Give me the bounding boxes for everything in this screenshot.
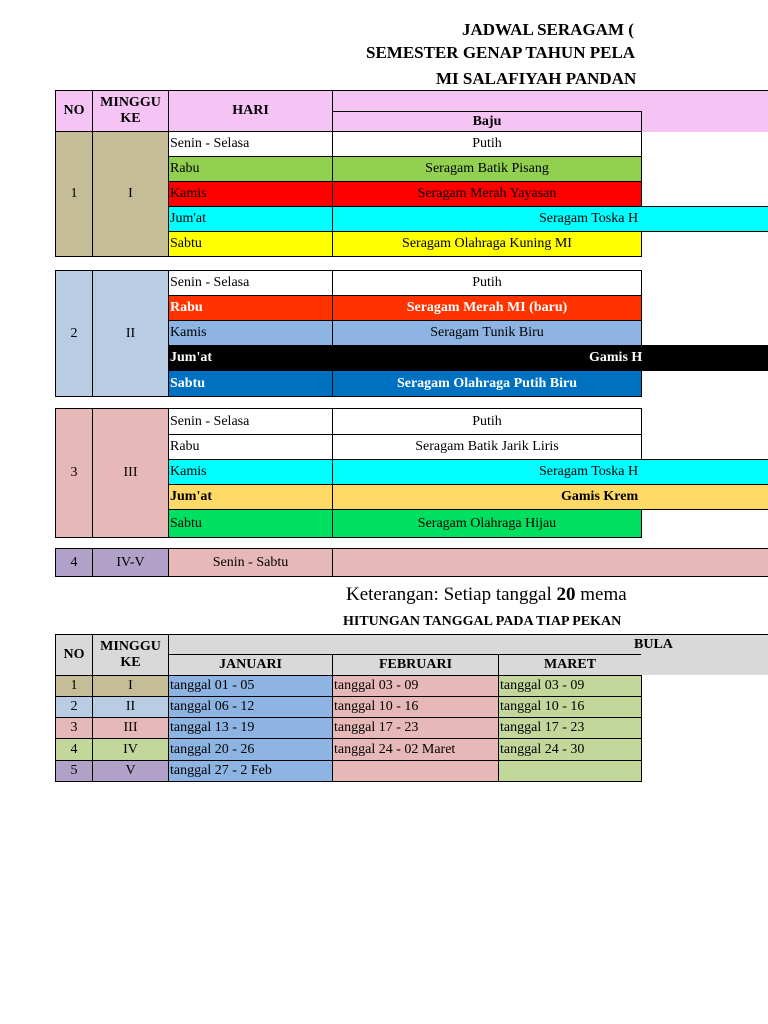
week2-baju-rabu: Seragam Merah MI (baru) (332, 295, 642, 321)
week3-hari-jumat: Jum'at (168, 484, 333, 510)
header-baju: Baju (332, 111, 642, 132)
week3-baju-jumat-text: Gamis Krem (561, 489, 639, 504)
week3-hari-rabu: Rabu (168, 434, 333, 460)
hitungan-title: HITUNGAN TANGGAL PADA TIAP PEKAN (343, 614, 622, 629)
week1-hari-sabtu: Sabtu (168, 231, 333, 257)
week1-baju-rabu: Seragam Batik Pisang (332, 156, 642, 182)
week1-baju-jumat (332, 206, 768, 232)
hitungan-row1-maret: tanggal 03 - 09 (498, 675, 642, 697)
keterangan-prefix: Keterangan: Setiap tanggal (346, 584, 557, 605)
week1-baju-jumat-text: Seragam Toska H (539, 211, 639, 226)
week4-hari: Senin - Sabtu (168, 548, 333, 577)
week2-baju-senin: Putih (332, 270, 642, 296)
hitungan-row1-no: 1 (55, 675, 93, 697)
hitungan-header-januari: JANUARI (168, 654, 333, 676)
week3-no: 3 (55, 408, 93, 538)
hitungan-header-bulan (168, 634, 768, 655)
hitungan-row2-no: 2 (55, 696, 93, 718)
week4-baju (332, 548, 768, 577)
week1-hari-kamis: Kamis (168, 181, 333, 207)
week1-hari-jumat: Jum'at (168, 206, 333, 232)
hitungan-header-grey-right (641, 654, 768, 675)
week1-baju-kamis: Seragam Merah Yayasan (332, 181, 642, 207)
keterangan-text (346, 584, 627, 606)
week3-baju-senin: Putih (332, 408, 642, 435)
week2-no: 2 (55, 270, 93, 397)
week2-baju-kamis: Seragam Tunik Biru (332, 320, 642, 346)
week2-baju-jumat-text: Gamis H (589, 350, 643, 365)
week4-no: 4 (55, 548, 93, 577)
hitungan-row3-maret: tanggal 17 - 23 (498, 717, 642, 739)
hitungan-row2-februari: tanggal 10 - 16 (332, 696, 499, 718)
hitungan-row2-minggu: II (92, 696, 169, 718)
header-top-band (332, 90, 768, 112)
header-no: NO (55, 90, 93, 132)
hitungan-row2-januari: tanggal 06 - 12 (168, 696, 333, 718)
hitungan-header-minggu (92, 634, 169, 676)
title-line-3: MI SALAFIYAH PANDAN (436, 69, 637, 88)
header-minggu (92, 90, 169, 132)
week2-hari-kamis: Kamis (168, 320, 333, 346)
hitungan-row5-januari: tanggal 27 - 2 Feb (168, 760, 333, 782)
week1-baju-sabtu: Seragam Olahraga Kuning MI (332, 231, 642, 257)
hitungan-row3-no: 3 (55, 717, 93, 739)
header-hari: HARI (168, 90, 333, 132)
hitungan-row1-januari: tanggal 01 - 05 (168, 675, 333, 697)
header-minggu-line2: KE (120, 111, 141, 126)
week1-baju-senin: Putih (332, 131, 642, 157)
week3-baju-rabu: Seragam Batik Jarik Liris (332, 434, 642, 460)
hitungan-row3-februari: tanggal 17 - 23 (332, 717, 499, 739)
hitungan-row4-maret: tanggal 24 - 30 (498, 738, 642, 761)
hitungan-header-minggu-line2: KE (120, 655, 141, 670)
hitungan-header-bulan-text: BULA (634, 636, 673, 652)
week1-hari-senin: Senin - Selasa (168, 131, 333, 157)
hitungan-row3-minggu: III (92, 717, 169, 739)
week2-hari-senin: Senin - Selasa (168, 270, 333, 296)
week3-baju-sabtu: Seragam Olahraga Hijau (332, 509, 642, 538)
hitungan-row5-maret (498, 760, 642, 782)
hitungan-header-minggu-line1: MINGGU (100, 639, 161, 654)
week2-minggu: II (92, 270, 169, 397)
week3-baju-jumat (332, 484, 768, 510)
hitungan-row4-minggu: IV (92, 738, 169, 761)
week1-hari-rabu: Rabu (168, 156, 333, 182)
hitungan-row2-maret: tanggal 10 - 16 (498, 696, 642, 718)
week2-hari-rabu: Rabu (168, 295, 333, 321)
week1-no: 1 (55, 131, 93, 257)
hitungan-row4-februari: tanggal 24 - 02 Maret (332, 738, 499, 761)
week3-hari-senin: Senin - Selasa (168, 408, 333, 435)
keterangan-number: 20 (556, 584, 576, 605)
hitungan-row1-minggu: I (92, 675, 169, 697)
hitungan-row5-februari (332, 760, 499, 782)
hitungan-header-no: NO (55, 634, 93, 676)
week3-baju-kamis (332, 459, 768, 485)
hitungan-header-februari: FEBRUARI (332, 654, 499, 676)
week2-hari-sabtu: Sabtu (168, 370, 333, 397)
hitungan-row4-no: 4 (55, 738, 93, 761)
hitungan-row4-januari: tanggal 20 - 26 (168, 738, 333, 761)
header-pink-right (641, 111, 768, 132)
week3-hari-sabtu: Sabtu (168, 509, 333, 538)
title-line-1: JADWAL SERAGAM ( (462, 20, 634, 39)
title-line-2: SEMESTER GENAP TAHUN PELA (366, 43, 636, 62)
week3-baju-kamis-text: Seragam Toska H (539, 464, 639, 479)
week2-hari-jumat: Jum'at (168, 345, 333, 371)
week3-hari-kamis: Kamis (168, 459, 333, 485)
week2-baju-sabtu: Seragam Olahraga Putih Biru (332, 370, 642, 397)
week3-minggu: III (92, 408, 169, 538)
hitungan-row5-no: 5 (55, 760, 93, 782)
week4-minggu: IV-V (92, 548, 169, 577)
hitungan-row5-minggu: V (92, 760, 169, 782)
keterangan-suffix: mema (575, 584, 627, 605)
hitungan-row1-februari: tanggal 03 - 09 (332, 675, 499, 697)
header-minggu-line1: MINGGU (100, 95, 161, 110)
week1-minggu: I (92, 131, 169, 257)
hitungan-row3-januari: tanggal 13 - 19 (168, 717, 333, 739)
week2-baju-jumat (332, 345, 768, 371)
hitungan-header-maret: MARET (498, 654, 642, 676)
